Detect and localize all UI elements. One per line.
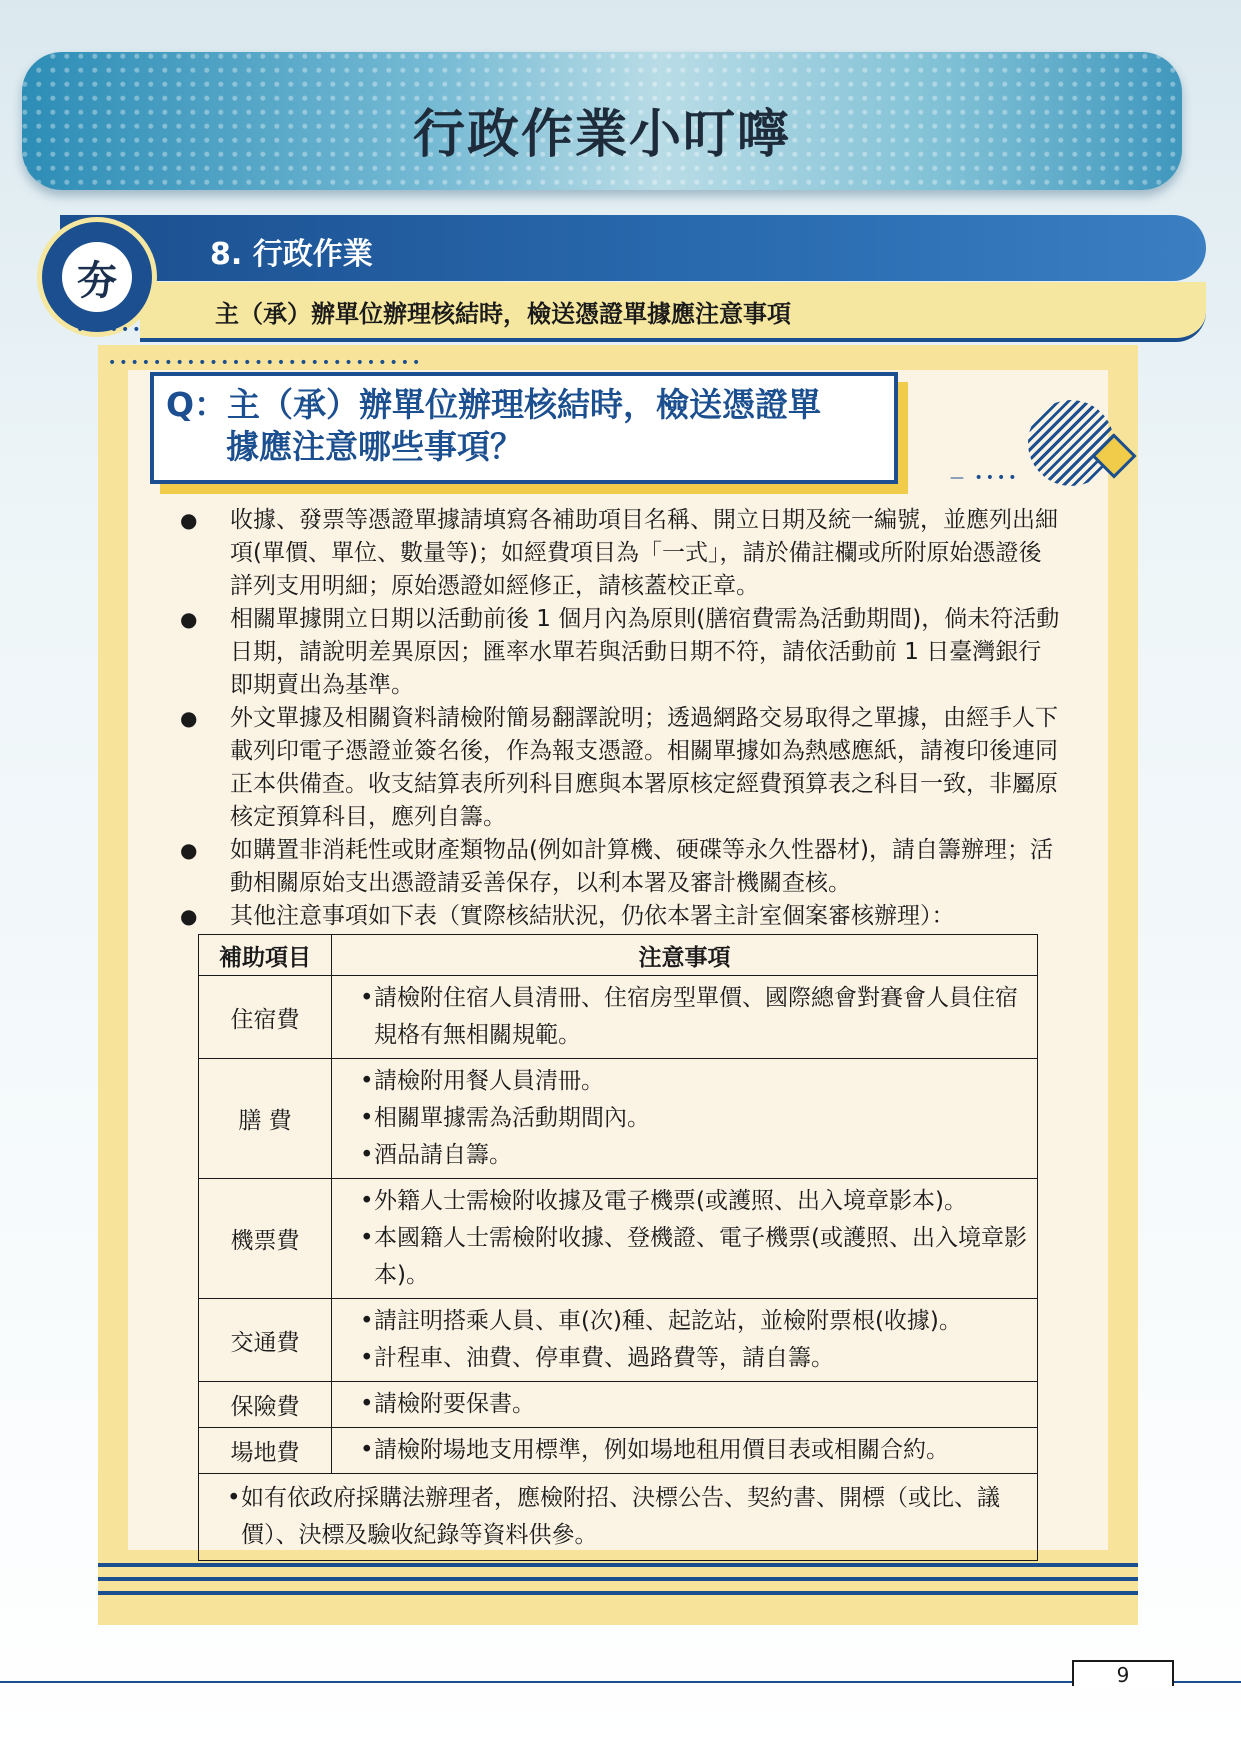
list-item: ● 如購置非消耗性或財產類物品(例如計算機、硬碟等永久性器材)，請自籌辦理；活動相關原始支出憑證請妥善保存，以利本署及審計機關查核。 [180,834,1060,900]
row-notes [332,1382,1038,1428]
row-item-label: 場地費 [199,1428,332,1474]
table-row [199,1428,1038,1474]
table-row [199,1299,1038,1382]
section-title: 8. 行政作業 [210,237,373,272]
page-number: 9 [1072,1660,1174,1686]
column-header-item: 補助項目 [199,935,332,976]
question-line-1: Q：主（承）辦單位辦理核結時，檢送憑證單 [166,385,822,424]
table-row [199,1059,1038,1179]
emblem-logo [42,222,152,332]
row-notes [332,1299,1038,1382]
row-notes [332,1059,1038,1179]
note-line: • 請註明搭乘人員、車(次)種、起訖站，並檢附票根(收據)。 [360,1303,1027,1340]
list-item: ● 相關單據開立日期以活動前後 1 個月內為原則(膳宿費需為活動期間)，倘未符活動日期，請說明差異原因；匯率水單若與活動日期不符，請依活動前 1 日臺灣銀行即期賣出為基準。 [180,603,1060,702]
note-line: • 請檢附住宿人員清冊、住宿房型單價、國際總會對賽會人員住宿規格有無相關規範。 [360,980,1027,1054]
row-item-label: 機票費 [199,1179,332,1299]
decor-stripe [98,1563,1138,1567]
note-line: • 如有依政府採購法辦理者，應檢附招、決標公告、契約書、開標（或比、議價）、決標及驗收紀錄等資料供參。 [227,1480,1027,1554]
column-header-notes: 注意事項 [332,935,1038,976]
title-banner [22,52,1182,190]
decor-dots-card: •••••••••••••••••••••••••••• [108,355,424,371]
decor-dots-bottom: •••••• [76,322,144,338]
emblem-logo-icon: 夯 [62,242,132,312]
footer-divider [0,1681,1241,1683]
table-row [199,1382,1038,1428]
table-footer-row [199,1474,1038,1561]
row-item-label: 保險費 [199,1382,332,1428]
note-line: • 請檢附用餐人員清冊。 [360,1063,1027,1100]
question-text [166,384,821,468]
decor-dash-dots: — •••• [950,470,1020,486]
list-item: ● 外文單據及相關資料請檢附簡易翻譯說明；透過網路交易取得之單據，由經手人下載列印電子憑證並簽名後，作為報支憑證。相關單據如為熱感應紙，請複印後連同正本供備查。收支結算表所列科目應與本署原核定經費預算表之科目一致，非屬原核定預算科目，應列自籌。 [180,702,1060,834]
table-header-row [199,935,1038,976]
note-line: • 外籍人士需檢附收據及電子機票(或護照、出入境章影本)。 [360,1183,1027,1220]
row-item-label: 交通費 [199,1299,332,1382]
row-item-label: 住宿費 [199,976,332,1059]
notes-bullet-list [180,504,1060,933]
table-footer-note [199,1474,1038,1561]
table-row [199,1179,1038,1299]
hatch-circle-icon [1028,400,1114,486]
row-notes [332,1179,1038,1299]
decor-stripe [98,1577,1138,1581]
note-line: • 本國籍人士需檢附收據、登機證、電子機票(或護照、出入境章影本)。 [360,1220,1027,1294]
note-line: • 相關單據需為活動期間內。 [360,1100,1027,1137]
page-title: 行政作業小叮嚀 [412,105,791,165]
list-item: ● 收據、發票等憑證單據請填寫各補助項目名稱、開立日期及統一編號，並應列出細項(單價、單位、數量等)；如經費項目為「一式」，請於備註欄或所附原始憑證後詳列支用明細；原始憑證如經修正，請核蓋校正章。 [180,504,1060,603]
question-box [150,372,898,484]
row-notes [332,1428,1038,1474]
note-line: • 酒品請自籌。 [360,1137,1027,1174]
note-line: • 請檢附場地支用標準，例如場地租用價目表或相關合約。 [360,1432,1027,1469]
question-line-2: 據應注意哪些事項？ [226,427,523,466]
row-item-label: 膳 費 [199,1059,332,1179]
section-subheader-bar [140,282,1206,342]
section-subtitle: 主（承）辦單位辦理核結時，檢送憑證單據應注意事項 [215,300,791,328]
table-row [199,976,1038,1059]
note-line: • 請檢附要保書。 [360,1386,1027,1423]
list-item: ● 其他注意事項如下表（實際核結狀況，仍依本署主計室個案審核辦理）： [180,900,1060,933]
expense-notes-table [198,934,1038,1561]
row-notes [332,976,1038,1059]
section-header-bar [60,215,1206,281]
note-line: • 計程車、油費、停車費、過路費等，請自籌。 [360,1340,1027,1377]
decor-stripe [98,1591,1138,1595]
